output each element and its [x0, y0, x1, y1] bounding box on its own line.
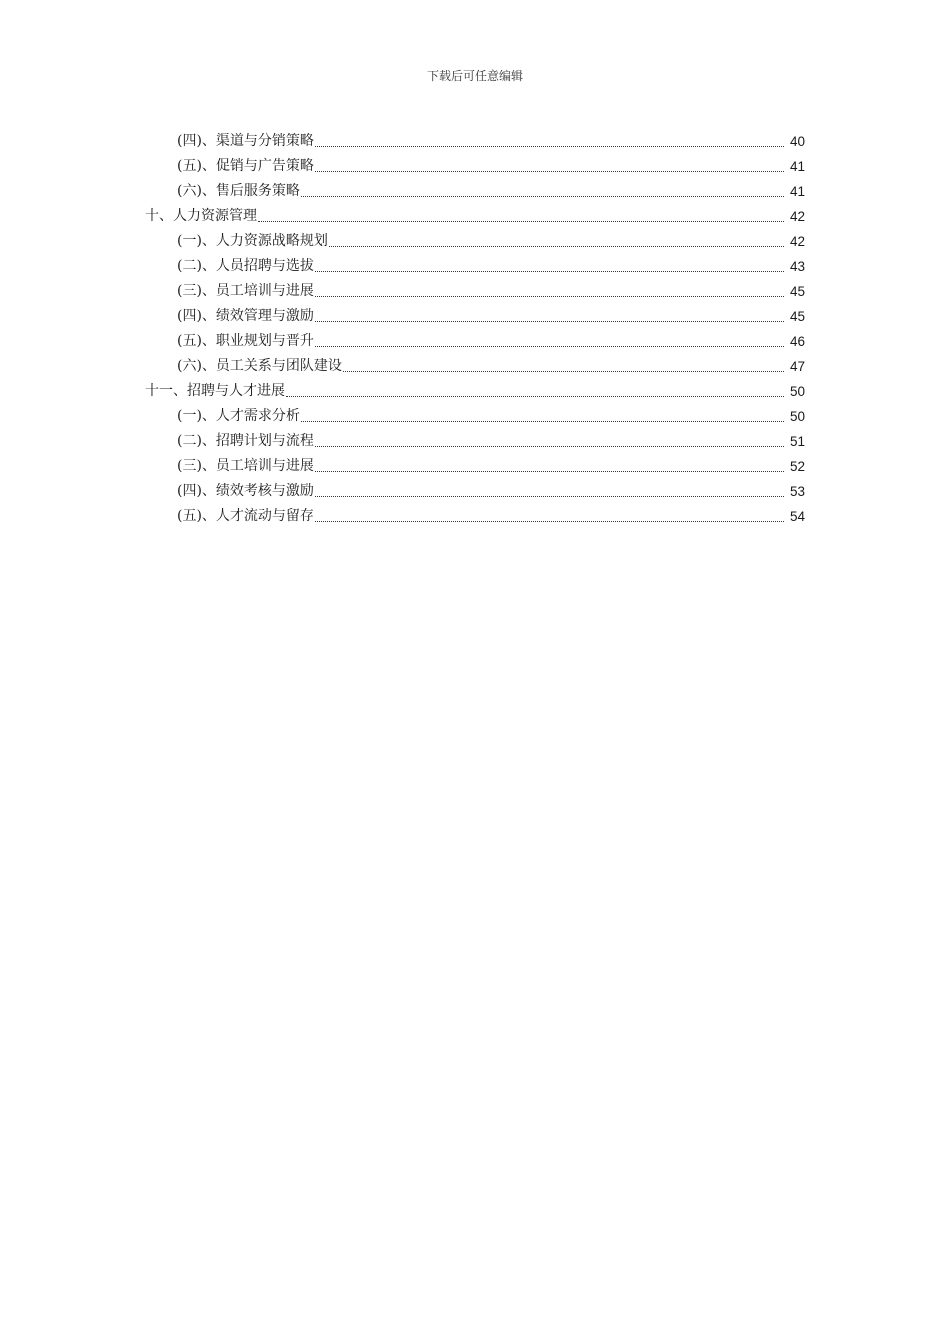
table-of-contents [0, 126, 950, 526]
toc-page-number: 51 [789, 434, 805, 449]
toc-page-number: 50 [789, 409, 805, 424]
toc-dot-leader [315, 346, 784, 347]
toc-entry-label: (二)、招聘计划与流程 [177, 433, 314, 449]
toc-page-number: 54 [789, 509, 805, 524]
toc-entry[interactable] [0, 126, 950, 151]
toc-entry[interactable] [0, 401, 950, 426]
toc-entry-label: (四)、渠道与分销策略 [177, 133, 314, 149]
toc-dot-leader [301, 196, 784, 197]
toc-page-number: 52 [789, 459, 805, 474]
toc-dot-leader [286, 396, 784, 397]
toc-dot-leader [315, 446, 784, 447]
toc-entry[interactable] [0, 501, 950, 526]
toc-dot-leader [315, 471, 784, 472]
toc-entry-label: 十、人力资源管理 [145, 208, 257, 224]
toc-page-number: 45 [789, 309, 805, 324]
page-header: 下载后可任意编辑 [426, 69, 523, 83]
toc-entry-label: (六)、员工关系与团队建设 [177, 358, 342, 374]
toc-entry-label: (二)、人员招聘与选拔 [177, 258, 314, 274]
toc-entry[interactable] [0, 251, 950, 276]
toc-entry-label: (一)、人才需求分析 [177, 408, 300, 424]
toc-chapter-entry[interactable] [0, 201, 950, 226]
toc-dot-leader [329, 246, 784, 247]
toc-page-number: 42 [789, 234, 805, 249]
toc-page-number: 43 [789, 259, 805, 274]
toc-dot-leader [258, 221, 784, 222]
toc-entry-label: (三)、员工培训与进展 [177, 283, 314, 299]
toc-dot-leader [315, 321, 784, 322]
toc-dot-leader [315, 146, 784, 147]
toc-page-number: 53 [789, 484, 805, 499]
toc-dot-leader [343, 371, 784, 372]
toc-dot-leader [315, 521, 784, 522]
toc-entry-label: (三)、员工培训与进展 [177, 458, 314, 474]
toc-page-number: 41 [789, 159, 805, 174]
toc-entry[interactable] [0, 176, 950, 201]
toc-entry[interactable] [0, 276, 950, 301]
toc-entry[interactable] [0, 351, 950, 376]
toc-dot-leader [315, 296, 784, 297]
toc-chapter-entry[interactable] [0, 376, 950, 401]
toc-entry[interactable] [0, 326, 950, 351]
toc-page-number: 42 [789, 209, 805, 224]
toc-dot-leader [315, 171, 784, 172]
toc-page-number: 50 [789, 384, 805, 399]
toc-entry-label: (五)、职业规划与晋升 [177, 333, 314, 349]
toc-dot-leader [315, 496, 784, 497]
toc-entry-label: (五)、人才流动与留存 [177, 508, 314, 524]
toc-entry[interactable] [0, 426, 950, 451]
toc-entry-label: (四)、绩效考核与激励 [177, 483, 314, 499]
toc-page-number: 45 [789, 284, 805, 299]
toc-entry-label: (四)、绩效管理与激励 [177, 308, 314, 324]
toc-entry[interactable] [0, 226, 950, 251]
toc-dot-leader [301, 421, 784, 422]
toc-entry-label: (六)、售后服务策略 [177, 183, 300, 199]
toc-page-number: 41 [789, 184, 805, 199]
toc-dot-leader [315, 271, 784, 272]
toc-page-number: 40 [789, 134, 805, 149]
toc-entry-label: (五)、促销与广告策略 [177, 158, 314, 174]
toc-page-number: 46 [789, 334, 805, 349]
toc-entry[interactable] [0, 151, 950, 176]
toc-entry-label: 十一、招聘与人才进展 [145, 383, 285, 399]
toc-page-number: 47 [789, 359, 805, 374]
toc-entry[interactable] [0, 301, 950, 326]
toc-entry[interactable] [0, 476, 950, 501]
toc-entry-label: (一)、人力资源战略规划 [177, 233, 328, 249]
toc-entry[interactable] [0, 451, 950, 476]
